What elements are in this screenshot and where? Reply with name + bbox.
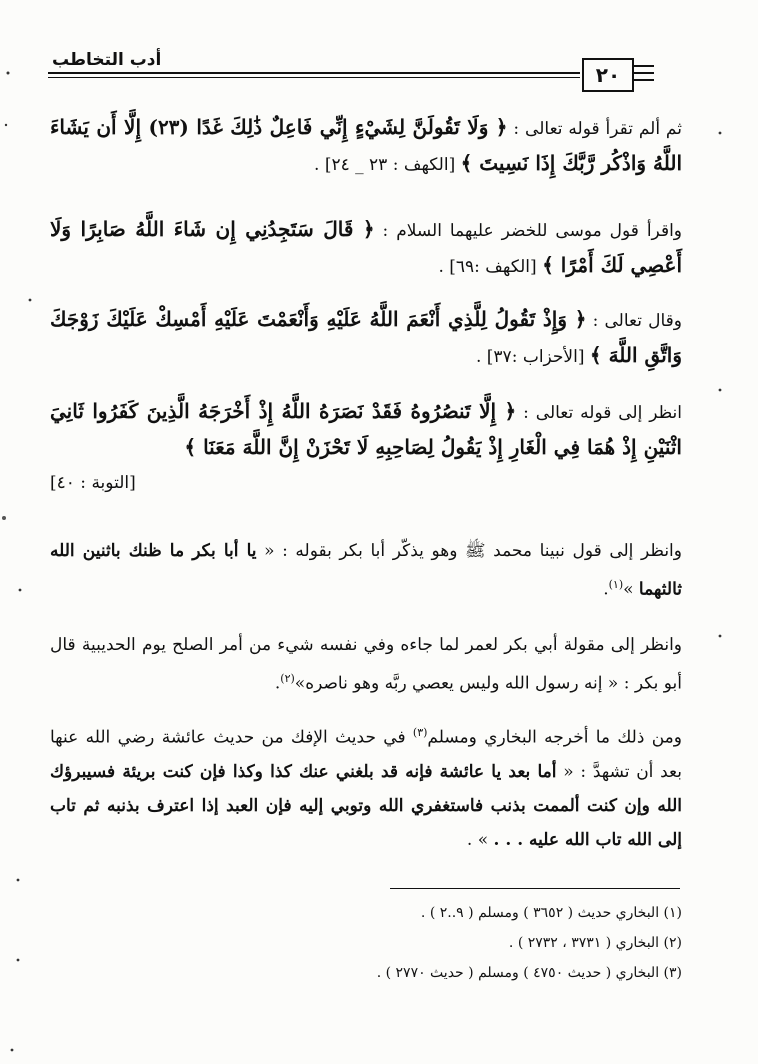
p6-text: وانظر إلى مقولة أبي بكر لعمر لما جاءه وفي نفسه شيء من أمر الصلح يوم الحديبية قال أبو بكر : « إنه رسول الله وليس يعصي ربَّه وهو ناصره» [50, 635, 682, 694]
page-number-ornament [632, 65, 654, 83]
p5-tail: . [603, 579, 609, 600]
p7-text-2: في حديث الإفك من حديث عائشة رضي الله عنها بعد أن تشهدَّ : « [50, 727, 682, 782]
footnote-1: (١) البخاري حديث ( ٣٦٥٢ ) ومسلم ( ٩..٢ ) . [420, 905, 682, 921]
footnote-separator [390, 888, 680, 889]
p2-intro: واقرأ قول موسى للخضر عليهما السلام : [374, 221, 682, 241]
p2-quran-verse: ﴿ قَالَ سَتَجِدُنِي إِن شَاءَ اللَّهُ صَابِرًا وَلَا أَعْصِي لَكَ أَمْرًا ﴾ [50, 217, 682, 277]
header-rule [48, 72, 580, 74]
p5-quote-end: » [623, 579, 639, 600]
p1-intro: ثم ألم تقرأ قوله تعالى : [507, 119, 682, 139]
p3-reference: [الأحزاب :٣٧] . [475, 347, 590, 367]
p1-quran-verse: ﴿ وَلَا تَقُولَنَّ لِشَيْءٍ إِنِّي فَاعِلٌ ذَٰلِكَ غَدًا (٢٣) إِلَّا أَن يَشَاءَ اللَّهُ وَاذْكُر رَّبَّكَ إِذَا نَسِيتَ ﴾ [50, 115, 682, 175]
p4-reference: [التوبة : ٤٠] [50, 473, 136, 493]
paragraph-3 [50, 302, 682, 374]
p7-quote-end: » . [466, 829, 494, 850]
p4-intro: انظر إلى قوله تعالى : [516, 403, 683, 423]
paragraph-4 [50, 394, 682, 500]
page-number: ٢٠ [582, 58, 634, 92]
paragraph-2 [50, 212, 682, 284]
p4-quran-verse: ﴿ إِلَّا تَنصُرُوهُ فَقَدْ نَصَرَهُ اللَّهُ إِذْ أَخْرَجَهُ الَّذِينَ كَفَرُوا ثَانِيَ اثْنَيْنِ إِذْ هُمَا فِي الْغَارِ إِذْ يَقُولُ لِصَاحِبِهِ لَا تَحْزَنْ إِنَّ اللَّهَ مَعَنَا ﴾ [50, 399, 682, 459]
p5-intro: وانظر إلى قول نبينا محمد ﷺ وهو يذكّر أبا بكر بقوله : « [256, 541, 682, 561]
paragraph-5 [50, 534, 682, 607]
footnote-marker-1[interactable]: (١) [608, 578, 624, 591]
p5-hadith-quote: يا أبا بكر ما ظنك باثنين الله ثالثهما [50, 541, 682, 600]
paragraph-1 [50, 110, 682, 182]
paragraph-7 [50, 716, 682, 857]
p1-reference: [الكهف : ٢٣ _ ٢٤] . [314, 155, 461, 175]
header-rule-thin [48, 77, 580, 78]
footnote-marker-3[interactable]: (٣) [412, 726, 428, 739]
p2-reference: [الكهف :٦٩] . [438, 257, 543, 277]
p7-hadith-quote: أما بعد يا عائشة فإنه قد بلغني عنك كذا وكذا فإن كنت بريئة فسيبرؤك الله وإن كنت ألممت بذنب فاستغفري الله وتوبي إليه فإن العبد إذا اعترف بذنبه ثم تاب إلى الله تاب الله عليه . . . [50, 761, 682, 850]
p7-text-1: ومن ذلك ما أخرجه البخاري ومسلم [427, 727, 683, 748]
running-header-title: أدب التخاطب [52, 50, 162, 70]
paragraph-6 [50, 628, 682, 701]
p3-quran-verse: ﴿ وَإِذْ تَقُولُ لِلَّذِي أَنْعَمَ اللَّهُ عَلَيْهِ وَأَنْعَمْتَ عَلَيْهِ أَمْسِكْ عَلَيْكَ زَوْجَكَ وَاتَّقِ اللَّهَ ﴾ [50, 307, 682, 367]
p3-intro: وقال تعالى : [586, 311, 682, 331]
footnote-2: (٢) البخاري ( ٣٧٣١ ، ٢٧٣٢ ) . [508, 935, 682, 951]
footnote-marker-2[interactable]: (٢) [280, 672, 295, 685]
p6-tail: . [274, 673, 281, 694]
footnote-3: (٣) البخاري ( حديث ٤٧٥٠ ) ومسلم ( حديث ٢٧٧٠ ) . [376, 965, 682, 981]
